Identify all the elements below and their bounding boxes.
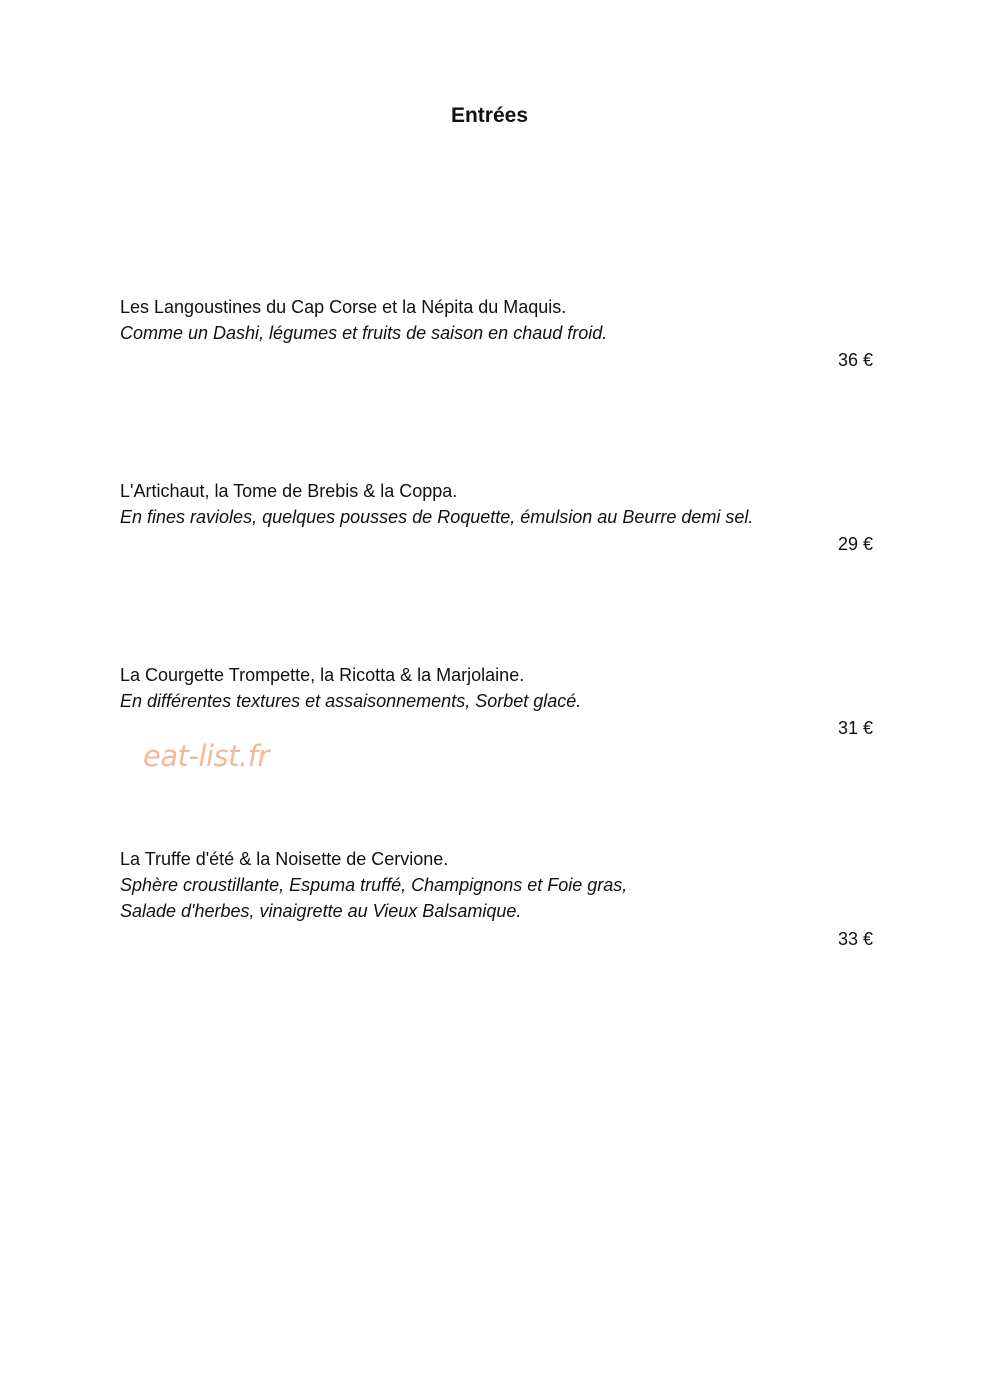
- dish-price: 33 €: [837, 929, 873, 949]
- menu-item-artichaut: [120, 478, 880, 530]
- dish-description: En fines ravioles, quelques pousses de Roquette, émulsion au Beurre demi sel.: [120, 507, 754, 527]
- menu-item-langoustines: [120, 294, 880, 346]
- dish-description: Salade d'herbes, vinaigrette au Vieux Balsamique.: [120, 901, 522, 921]
- dish-price: 29 €: [837, 534, 873, 554]
- dish-name: Les Langoustines du Cap Corse et la Népita du Maquis.: [120, 297, 567, 317]
- dish-name: L'Artichaut, la Tome de Brebis & la Coppa.: [120, 481, 458, 501]
- dish-price: 31 €: [837, 718, 873, 738]
- dish-price: 36 €: [837, 350, 873, 370]
- dish-name: La Courgette Trompette, la Ricotta & la Marjolaine.: [120, 665, 525, 685]
- dish-description: En différentes textures et assaisonnements, Sorbet glacé.: [120, 691, 582, 711]
- menu-item-courgette: [120, 662, 880, 714]
- page-title: Entrées: [450, 104, 529, 127]
- menu-item-truffe: [120, 846, 880, 924]
- watermark: eat-list.fr: [143, 739, 269, 773]
- dish-name: La Truffe d'été & la Noisette de Cervione.: [120, 849, 449, 869]
- dish-description: Comme un Dashi, légumes et fruits de saison en chaud froid.: [120, 323, 608, 343]
- dish-description: Sphère croustillante, Espuma truffé, Champignons et Foie gras,: [120, 875, 628, 895]
